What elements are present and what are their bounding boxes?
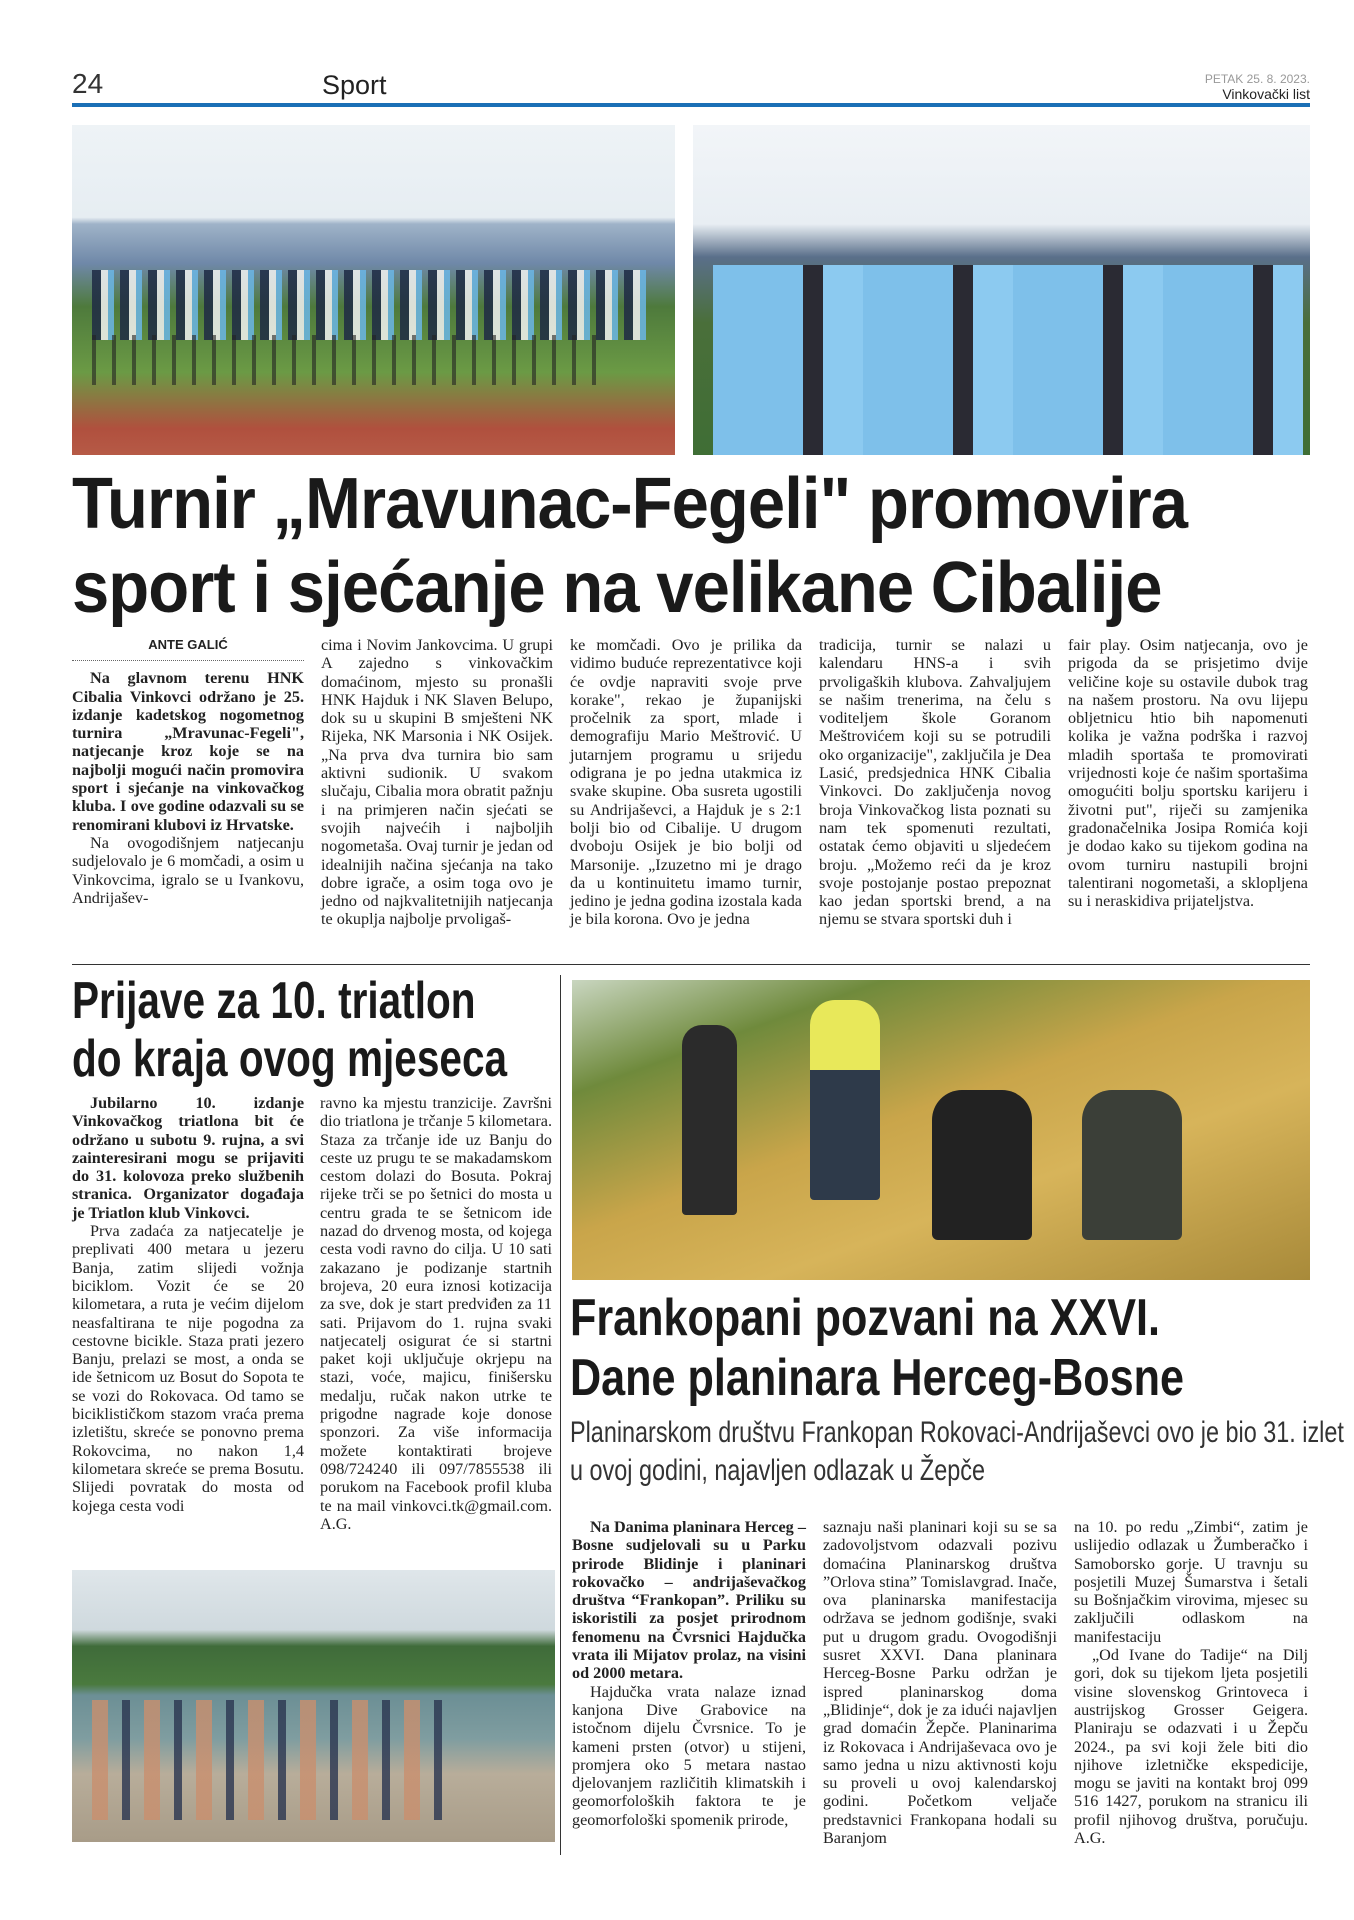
photo-cibalia-players [693,125,1310,455]
article1-paragraph: ke momčadi. Ovo je prilika da vidimo buduće reprezentativce koji će ovdje napraviti svoje prve korake", rekao je županijski pročelnik za sport, mlade i demografiju Mario Meštrović. U jutarnjem programu u srijedu odigrana je po jedna utakmica iz svake skupine. Oba susreta ugostili su Andrijaševci, a Hajduk je s 2:1 bolji bio od Cibalije. U drugom dvoboju Osijek je bio bolji od Marsonije. „Izuzetno mi je drago da u kontinuitetu imamo turnir, jedino je jedna godina izostala kada je bila korona. Ovo je jedna [570,636,802,929]
header-rule [72,103,1310,107]
page-number: 24 [72,68,104,99]
article1-headline [72,462,1225,630]
issue-date: PETAK 25. 8. 2023. [1204,72,1310,86]
column-divider [560,975,561,1855]
article1-column-3 [570,636,802,929]
article2-lead: Jubilarno 10. izdanje Vinkovačkog triatlona bit će održano u subotu 9. rujna, a svi zainteresirani mogu se prijaviti do 31. kolovoza preko službenih stranica. Organizator događaja je Triatlon klub Vinkovci. [72,1094,304,1222]
article2-paragraph: Prva zadaća za natjecatelje je preplivati 400 metara u jezeru Banja, zatim slijedi vožnja biciklom. Vozit će se 20 kilometara, a ruta je većim dijelom neasfaltirana te nije pogodna za cestovne bicikle. Staza prati jezero Banju, prelazi se most, a onda se ide šetnicom uz Bosut do Sopota te se vozi do Rokovaca. Od tamo se biciklističkom stazom vraća prema izletištu, skreće se ponovno prema Rokovcima, no nakon 1,4 kilometara skreće se prema Bosutu. Slijedi povratak do mosta od kojega cesta vodi [72,1222,304,1515]
article2-column-1 [72,1094,304,1515]
headline-line: Frankopani pozvani na XXVI. [570,1289,1160,1347]
article2-column-2 [320,1094,552,1533]
article3-column-3 [1074,1518,1308,1847]
article3-paragraph: na 10. po redu „Zimbi“, zatim je uslijedio odlazak u Žumberačko i Samoborsko gorje. U travnju su posjetili Muzej Šumarstva i šetali su Bošnjačkim virovima, mjesec su zaključili odlaskom na manifestaciju [1074,1518,1308,1646]
headline-line: do kraja ovog mjeseca [72,1030,508,1088]
article3-headline [570,1288,1317,1408]
article3-column-2 [823,1518,1057,1847]
article3-subheadline: Planinarskom društvu Frankopan Rokovaci-Andrijaševci ovo je bio 31. izlet u ovoj godini, najavljen odlazak u Žepče [570,1416,1344,1487]
article1-column-1 [72,636,304,907]
section-title: Sport [322,70,387,100]
article2-paragraph: ravno ka mjestu tranzicije. Završni dio triatlona je trčanje 5 kilometara. Staza za trčanje ide uz Banju do ceste uz prugu te se makadamskom cestom dolazi do Bosuta. Pokraj rijeke trči se po šetnici do mosta u centru grada te se šetnicom ide nazad do drvenog mosta, od kojega cesta vodi ravno do cilja. U 10 sati zakazano je podizanje startnih brojeva, 20 eura iznosi kotizacija za sve, dok je start predviđen za 11 sati. Prijavom do 1. rujna svaki natjecatelj osigurat će si startni paket koji uključuje okrjepu na stazi, voće, majicu, finišersku medalju, ručak nakon utrke te prigodne nagrade koje donose sponzori. Za više informacija možete kontaktirati brojeve 098/724240 ili 097/7855538 ili porukom na Facebook profil kluba te na mail vinkovci.tk@gmail.com. A.G. [320,1094,552,1533]
headline-line: sport i sjećanje na velikane Cibalije [72,548,1162,628]
article3-paragraph: saznaju naši planinari koji su se sa zadovoljstvom odazvali pozivu domaćina Planinarskog društva ”Orlova stina” Tomislavgrad. Inače, ova planinarska manifestacija održava se jednom godišnje, svaki put u drugom gradu. Ovogodišnji susret XXVI. Dana planinara Herceg-Bosne Parku održan je ispred planinarskog doma „Blidinje“, dok je za idući najavljen grad domaćin Žepče. Planinarima iz Rokovaca i Andrijaševaca ovo je samo jedna u nizu aktivnosti koju su proveli u ovoj kalendarskoj godini. Početkom veljače predstavnici Frankopana hodali su Baranjom [823,1518,1057,1848]
article1-column-5 [1068,636,1308,910]
article1-lead: Na glavnom terenu HNK Cibalia Vinkovci održano je 25. izdanje kadetskog nogometnog turnira „Mravunac-Fegeli", natjecanje kroz koje se na najbolji mogući način promovira sport i sjećanje na vinkovačkog kluba. I ove godine odazvali su se renomirani klubovi iz Hrvatske. [72,669,304,834]
article2-headline [72,972,540,1088]
headline-line: Dane planinara Herceg-Bosne [570,1349,1185,1407]
article3-paragraph: „Od Ivane do Tadije“ na Dilj gori, dok su tijekom ljeta posjetili visine slovenskog Grintoveca i austrijskog Grosser Geigera. Planiraju se odazvati i u Žepču 2024., pa svi koji žele biti dio njihove izletničke ekspedicije, mogu se javiti na kontakt broj 099 516 1427, porukom na stranicu ili profil njihovog društva, poručuju. A.G. [1074,1646,1308,1848]
article1-paragraph: Na ovogodišnjem natjecanju sudjelovalo je 6 momčadi, a osim u Vinkovcima, igralo se u Ivankovu, Andrijašev- [72,833,304,907]
article1-column-2 [321,636,553,929]
section-divider [72,964,1310,965]
article3-column-1 [572,1518,806,1829]
headline-line: Turnir „Mravunac-Fegeli" promovira [72,464,1188,544]
article3-paragraph: Hajdučka vrata nalaze iznad kanjona Dive Grabovice na istočnom dijelu Čvrsnice. To je kameni prsten (otvor) u stijeni, promjera oko 5 metara nastao djelovanjem različitih klimatskih i geomorfoloških faktora te je geomorfološki spomenik prirode, [572,1682,806,1829]
newspaper-name: Vinkovački list [1222,86,1310,102]
byline: ANTE GALIĆ [72,636,304,661]
photo-triathlon-swimmers [72,1570,555,1842]
photo-team-lineup [72,125,675,455]
article1-paragraph: cima i Novim Jankovcima. U grupi A zajedno s vinkovačkim domaćinom, mjesto su pronašli HNK Hajduk i NK Slaven Belupo, dok su u skupini B smješteni NK Rijeka, NK Marsonia i NK Osijek. „Na prva dva turnira bio sam aktivni sudionik. U svakom slučaju, Cibalia mora obratit pažnju i na primjeren način sjećati se svojih najvećih i najboljih nogometaša. Ovaj turnir je jedan od idealnijih načina sjećanja na tako dobre igrače, a osim toga ovo je jedno od najkvalitetnijih natjecanja te okuplja najbolje prvoligaš- [321,636,553,929]
article3-lead: Na Danima planinara Herceg – Bosne sudjelovali su u Parku prirode Blidinje i planinari rokovačko – andrijaševačkog društva “Frankopan”. Priliku su iskoristili za posjet prirodnom fenomenu na Čvrsnici Hajdučka vrata ili Mijatov prolaz, na visini od 2000 metara. [572,1518,806,1683]
headline-line: Prijave za 10. triatlon [72,972,476,1030]
photo-hikers [572,980,1310,1280]
article1-paragraph: fair play. Osim natjecanja, ovo je prigoda da se prisjetimo dvije veličine koje su ostavile dubok trag na našem prostoru. Na ovu lijepu obljetnicu htio bih napomenuti kolika je važna podrška i razvoj mladih sportaša te promovirati vrijednosti koje će našim sportašima omogućiti bolju sportsku karijeru i životni put", riječi su zamjenika gradonačelnika Josipa Romića koji je dodao kako su tijekom godina na ovom turniru nastupili brojni talentirani nogometaši, a sklopljena su i neraskidiva prijateljstva. [1068,636,1308,911]
article1-paragraph: tradicija, turnir se nalazi u kalendaru HNS-a i svih prvoligaških klubova. Zahvaljujem se našim trenerima, na čelu s voditeljem škole Goranom Meštrovićem koji su se potrudili oko organizacije", zaključila je Dea Lasić, predsjednica HNK Cibalia Vinkovci. Do zaključenja novog broja Vinkovačkog lista poznati su nam tek spomenuti rezultati, ostatak ćemo objaviti u sljedećem broju. „Možemo reći da je kroz svoje postojanje postao prepoznat kao jedan sportski brend, a na njemu se stvara sportski duh i [819,636,1051,929]
article1-column-4 [819,636,1051,929]
